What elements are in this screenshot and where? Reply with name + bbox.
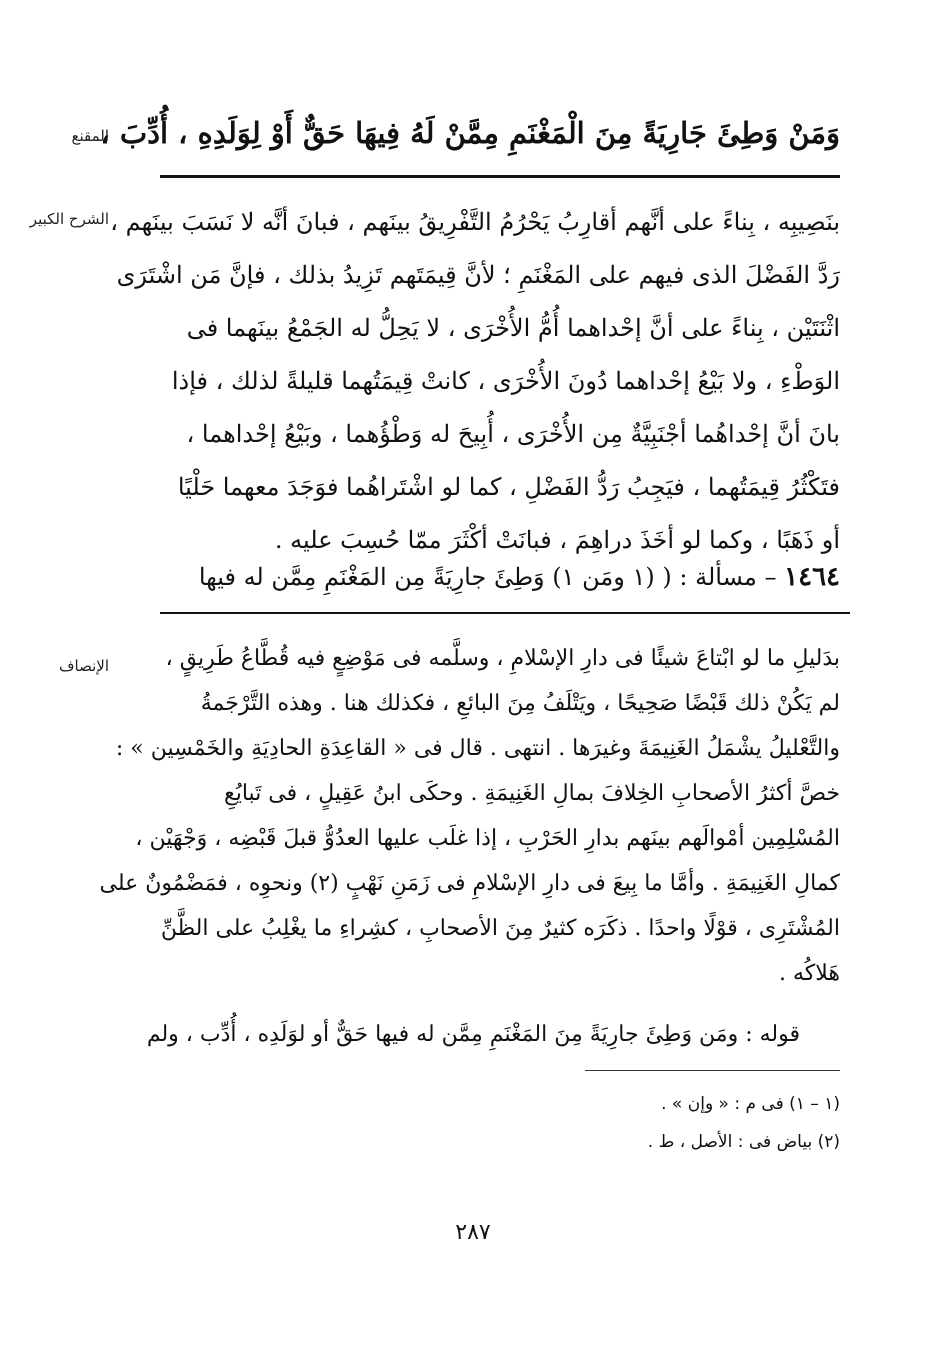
section-label-muqni: المقنع [71,127,109,145]
page-number: ٢٨٧ [455,1220,491,1245]
muqni-text [100,108,840,158]
insaf-line: خصَّ أكثرُ الأصحابِ الخِلافَ بمالِ الغَنِيمَةِ . وحكَى ابنُ عَقِيلٍ ، فى تَبايُعِ [224,781,840,806]
muqni-line: وَمَنْ وَطِئَ جَارِيَةً مِنَ الْمَغْنَمِ مِمَّنْ لَهُ فِيهَا حَقٌّ أَوْ لِوَلَدِهِ ، أُدِّبَ ، [100,116,840,150]
sharh-line: رَدَّ الفَضْلَ الذى فيهم على المَغْنَمِ ؛ لأنَّ قِيمَتَهم تَزِيدُ بذلك ، فإنَّ مَن اشْتَرَى [116,261,840,289]
section-label-sharh: الشرح الكبير [29,210,109,228]
section-label-insaf: الإنصاف [58,657,109,675]
footnote-divider [585,1070,840,1071]
sharh-line: فتَكْثُرُ قِيمَتُهما ، فيَجِبُ رَدُّ الفَضْلِ ، كما لو اشْتَراهُما فوَجَدَ معهما حَلْيًا [177,473,840,501]
insaf-line: المُسْلِمِين أمْوالَهم بينَهم بدارِ الحَرْبِ ، إذا غلَب عليها العدُوُّ قبلَ قَبْضِه ، وَجْهَيْن ، [135,826,840,851]
masala-number: ١٤٦٤ [784,562,840,592]
footnote: (٢) بياض فى : الأصل ، ط . [647,1132,840,1152]
sharh-line: الوَطْءِ ، ولا بَيْعُ إحْداهما دُونَ الأُخْرَى ، كانتْ قِيمَتُهما قليلةً لذلك ، فإذا [171,367,840,395]
masala-line [140,553,840,601]
masala-heading [140,553,840,601]
insaf-line: كمالِ الغَنِيمَةِ . وأمَّا ما بِيعَ فى دارِ الإسْلامِ فى زَمَنِ نَهْبٍ (٢) ونحوِه ، فمَضْمُونٌ على [99,871,840,896]
sharh-line: اثْنَتَيْن ، بِناءً على أنَّ إحْداهما أُمُّ الأُخْرَى ، لا يَحِلُّ له الجَمْعُ بينَهما فى [186,314,840,342]
insaf-line: والتَّعْليلُ يشْمَلُ الغَنِيمَةَ وغيرَها . انتهى . قال فى « القاعِدَةِ الحادِيَةِ والخَمْسِين » : [115,736,840,761]
qawluh-text [140,1012,840,1057]
footnotes [480,1085,840,1161]
sharh-line: بانَ أنَّ إحْداهُما أجْنَبِيَّةٌ مِن الأُخْرَى ، أُبِيحَ له وَطْؤُهما ، وبَيْعُ إحْداهما ، [186,420,840,448]
qawluh-line: قوله : ومَن وَطِئَ جارِيَةً مِنَ المَغْنَمِ مِمَّن له فيها حَقٌّ أو لوَلَدِه ، أُدِّب ، ولم [146,1022,800,1047]
footnote: (١ – ١) فى م : « وإن » . [661,1094,840,1114]
insaf-line: بدَليلِ ما لو ابْتاعَ شيئًا فى دارِ الإسْلامِ ، وسلَّمه فى مَوْضِعٍ فيه قُطَّاعُ طَرِيقٍ ، [165,646,840,671]
insaf-line: لم يَكُنْ ذلك قَبْضًا صَحِيحًا ، ويَتْلَفُ مِنَ البائعِ ، فكذلك هنا . وهذه التَّرْجَمةُ [200,691,840,716]
insaf-line: هَلاكُه . [779,961,840,986]
sharh-text [110,196,840,567]
section-divider-thin [160,612,850,614]
sharh-line: أو ذَهَبًا ، وكما لو أخَذَ دراهِمَ ، فبانَتْ أكْثَرَ ممّا حُسِبَ عليه . [274,526,840,554]
insaf-line: المُشْتَرِى ، قوْلًا واحدًا . ذكَرَه كثيرٌ مِنَ الأصحابِ ، كشِراءِ ما يغْلِبُ على الظَّنِّ [160,916,840,941]
masala-text: – مسألة : ( (١ ومَن ١) وَطِئَ جارِيَةً مِن المَغْنَمِ مِمَّن له فيها [198,563,777,591]
sharh-line: بنَصِيبِه ، بِناءً على أنَّهم أقارِبُ يَحْرُمُ التَّفْرِيقُ بينَهم ، فبانَ أنَّه لا نَسَبَ بينَهم ، [110,208,840,236]
insaf-text [99,636,840,996]
section-divider-thick [160,175,840,178]
